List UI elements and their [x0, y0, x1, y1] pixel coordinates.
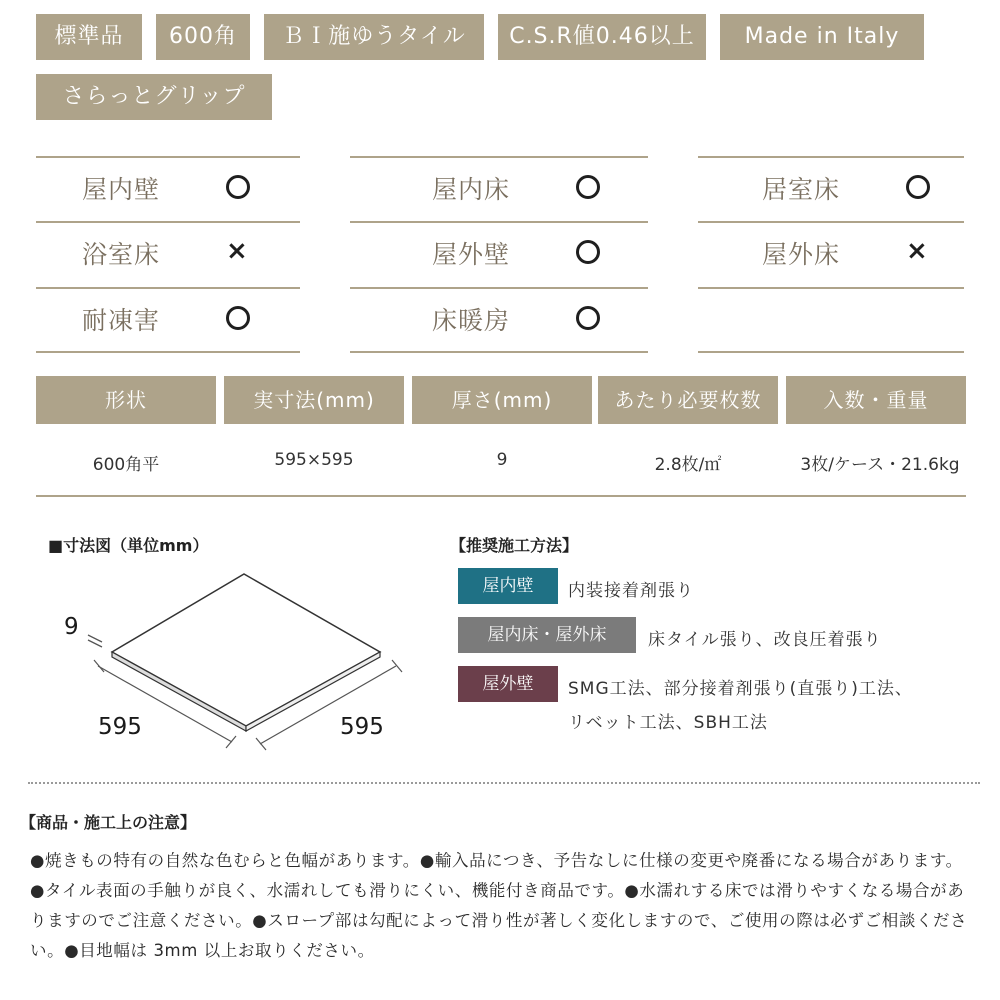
- usage-cell-indoor-floor: [350, 156, 648, 220]
- ok-mark-icon: [576, 233, 600, 269]
- depth-label: 595: [340, 714, 384, 740]
- ng-mark-icon: ×: [226, 236, 248, 266]
- depth-dimension-tick: [256, 738, 266, 750]
- method-text-indoor-wall: 内装接着剤張り: [568, 581, 694, 601]
- tag-csr: C.S.R値0.46以上: [498, 14, 706, 60]
- usage-cell-outdoor-floor: [698, 221, 964, 285]
- method-text-outdoor-wall: SMG工法、部分接着剤張り(直張り)工法、: [568, 679, 913, 699]
- tag-glaze: ＢＩ施ゆうタイル: [264, 14, 484, 60]
- method-text-outdoor-wall-2: リベット工法、SBH工法: [568, 713, 768, 733]
- usage-cell-indoor-wall: [36, 156, 300, 220]
- ok-mark-icon: [576, 299, 600, 335]
- spec-header-shape: 形状: [36, 376, 216, 424]
- width-dimension-tick: [226, 736, 236, 748]
- usage-label: 居室床: [762, 175, 841, 204]
- tag-grip: さらっとグリップ: [36, 74, 272, 120]
- spec-header-size: 実寸法(mm): [224, 376, 404, 424]
- usage-label: 屋内壁: [82, 175, 161, 204]
- usage-label: 屋内床: [432, 175, 511, 204]
- method-badge-indoor-wall: 屋内壁: [458, 568, 558, 604]
- ok-mark-icon: [226, 168, 250, 204]
- ok-mark-icon: [576, 168, 600, 204]
- spec-cell-shape: 600角平: [92, 455, 160, 475]
- tag-size: 600角: [156, 14, 250, 60]
- spec-table-bottom-rule: [36, 495, 966, 497]
- spec-cell-size: 595×595: [274, 450, 354, 470]
- method-title: 【推奨施工方法】: [450, 536, 579, 555]
- spec-cell-thickness: 9: [496, 450, 508, 470]
- notes-text: ●焼きもの特有の自然な色むらと色幅があります。●輸入品につき、予告なしに仕様の変更や廃番になる場合があります。●タイル表面の手触りが良く、水濡れしても滑りにくい、機能付き商品です。●水濡れする床では滑りやすくなる場合がありますのでご注意ください。●スロープ部は勾配によって滑り性が著しく変化しますので、ご使用の際は必ずご相談ください。●目地幅は 3mm 以上お取りください。: [30, 851, 968, 960]
- usage-cell-living-floor: [698, 156, 964, 220]
- thickness-label: 9: [64, 614, 79, 640]
- usage-label: 耐凍害: [82, 306, 161, 335]
- usage-cell-empty: [698, 287, 964, 351]
- spec-header-packing: 入数・重量: [786, 376, 966, 424]
- usage-label: 屋外床: [762, 240, 841, 269]
- usage-cell-bath-floor: [36, 221, 300, 285]
- notes-title: 【商品・施工上の注意】: [20, 813, 197, 832]
- usage-label: 屋外壁: [432, 240, 511, 269]
- dimension-title: ■寸法図（単位mm）: [48, 536, 209, 555]
- usage-label: 床暖房: [432, 306, 511, 335]
- width-dimension-tick: [94, 660, 104, 672]
- method-badge-floor: 屋内床・屋外床: [458, 617, 636, 653]
- usage-cell-floor-heating: [350, 287, 648, 351]
- spec-header-thickness: 厚さ(mm): [412, 376, 592, 424]
- spec-header-per-sqm: あたり必要枚数: [598, 376, 778, 424]
- method-text-floor: 床タイル張り、改良圧着張り: [648, 630, 882, 650]
- spec-cell-packing: 3枚/ケース・21.6kg: [800, 455, 960, 475]
- ng-mark-icon: ×: [906, 236, 928, 266]
- depth-dimension-tick: [392, 660, 402, 672]
- usage-cell-outdoor-wall: [350, 221, 648, 285]
- ok-mark-icon: [226, 299, 250, 335]
- section-divider: [28, 782, 980, 784]
- method-badge-outdoor-wall: 屋外壁: [458, 666, 558, 702]
- tile-top-face: [112, 574, 380, 726]
- usage-label: 浴室床: [82, 240, 161, 269]
- tag-origin: Made in Italy: [720, 14, 924, 60]
- width-label: 595: [98, 714, 142, 740]
- tag-standard: 標準品: [36, 14, 142, 60]
- ok-mark-icon: [906, 168, 930, 204]
- usage-cell-frost: [36, 287, 300, 351]
- spec-cell-per-sqm: 2.8枚/㎡: [654, 455, 722, 475]
